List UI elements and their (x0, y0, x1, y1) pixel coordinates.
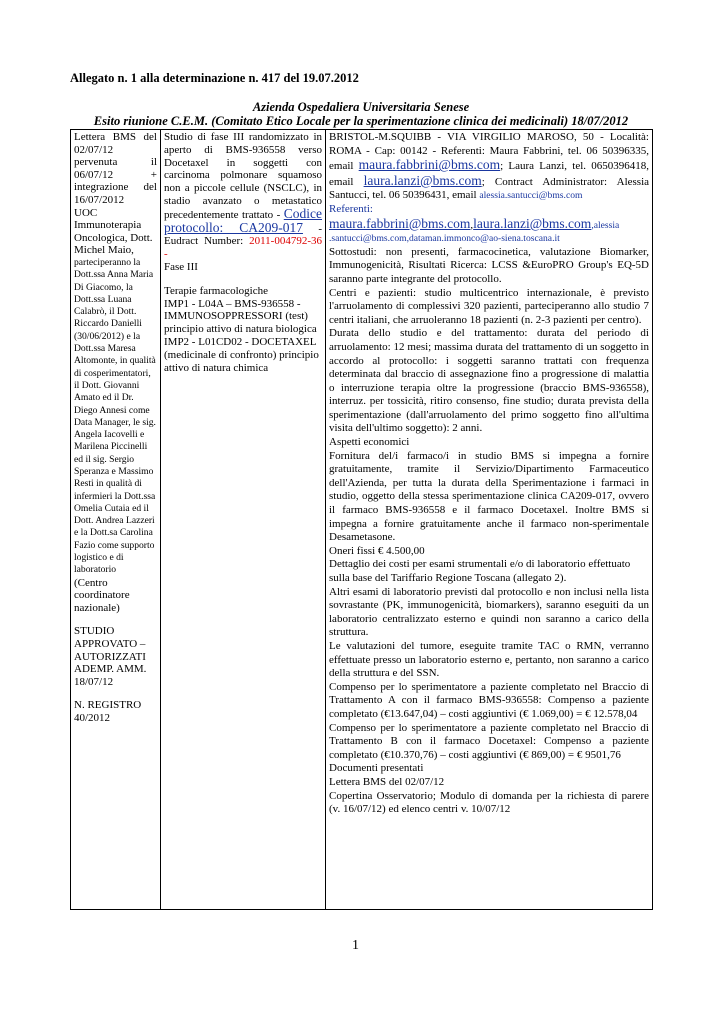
referenti-emails: maura.fabbrini@bms.com,laura.lanzi@bms.com,alessia .santucci@bms.com,dataman.immonco@ao-siena.toscana.it (329, 215, 620, 245)
meeting-title: Esito riunione C.E.M. (Comitato Etico Locale per la sperimentazione clinica dei medicinali) 18/07/2012 (93, 114, 629, 128)
email-link[interactable]: laura.lanzi@bms.com (363, 172, 482, 188)
compensation-arm-a: Compenso per lo sperimentatore a paziente completato nel Braccio di Trattamento A con il farmaco BMS-936558: Compenso a paziente completato (€13.647,04) – costi aggiuntivi (€ 1.069,00) = € 12.578,04 (329, 680, 649, 720)
eudract-label: - Eudract Number: (164, 222, 322, 248)
page-number: 1 (352, 938, 359, 953)
study-phase: Fase III (164, 260, 198, 273)
protocol-code-link[interactable]: Codice protocollo: CA209-017 (164, 205, 323, 235)
economic-text: Fornitura del/i farmaco/i in studio BMS si impegna a fornire gratuitamente, tramite il Servizio/Dipartimento Farmaceutico dell'Azienda, per tutta la durata della Sperimentazione i farmaci in studio, oggetto della stessa sperimentazione clinica CA209-017, ovvero il farmaco BMS-936558 e il farmaco Docetaxel. Inoltre BMS si impegna a fornire gratuitamente anche il farmaco non-sperimentale Desametasone. (329, 449, 649, 544)
study-table (70, 129, 653, 910)
document-letter: Lettera BMS del 02/07/12 (329, 775, 445, 788)
centres-text: Centri e pazienti: studio multicentrico internazionale, è previsto l'arruolamento di complessivi 320 pazienti, parteciperanno allo studio 7 centri italiani, che arruoleranno 18 pazienti (n. 2-3 pazienti per centro). (329, 286, 649, 326)
participants-text: parteciperanno la Dott.ssa Anna Maria Di Giacomo, la Dott.ssa Luana Calabrò, il Dott. Riccardo Danielli (30/06/2012) e la Dott.ssa Maresa Altomonte, in qualità di cosperimentatori, il Dott. Giovanni Amato ed il Dr. Diego Annesi come Data Manager, le sig. Angela Iacovelli e Marilena Piccinelli ed il sig. Sergio Speranza e Massimo Resti in qualità di infermieri la Dott.ssa Omelia Cutaia ed il Dott. Andrea Lazzeri e la Dott.sa Carolina Fazio come supporto logistico e di laboratorio (74, 256, 156, 576)
document-heading: Allegato n. 1 alla determinazione n. 417 del 19.07.2012 (70, 71, 359, 85)
therapies-title: Terapie farmacologiche (164, 284, 268, 297)
email-link[interactable]: maura.fabbrini@bms.com (358, 157, 501, 173)
duration-text: Durata dello studio e del trattamento: durata del periodo di arruolamento: 12 mesi; massima durata del trattamento di un soggetto in accordo al protocollo: i soggetti saranno trattati con frequenza determinata dal braccio di assegnazione fino a progressione di malattia o interruzione terapia oltre la progressione (braccio BMS-936558), interruz. per tossicità, ritiro consenso, fine studio; durata prevista della sperimentazione (dall'arruolamento del primo soggetto fino all'ultima visita dell'ultimo soggetto): 2 anni. (329, 327, 649, 435)
economic-title: Aspetti economici (329, 436, 410, 449)
details-cell (326, 130, 653, 910)
tumor-evaluation-text: Le valutazioni del tumore, eseguite tramite TAC o RMN, verranno effettuate presso un laboratorio esterno e, pertanto, non saranno a carico della struttura e del SSN. (329, 639, 649, 680)
imp2-text: IMP2 - L01CD02 - DOCETAXEL (medicinale di confronto) principio attivo di natura chimica (164, 335, 319, 374)
email-link[interactable]: alessia.santucci@bms.com (479, 190, 583, 202)
document-cover: Copertina Osservatorio; Modulo di domanda per la richiesta di parere (v. 16/07/12) ed elenco centri v. 10/07/12 (329, 789, 649, 816)
other-exams-text: Altri esami di laboratorio previsti dal protocollo e non inclusi nella lista sovrastante (PK, immunogenicità, biomarkers), saranno eseguiti da un laboratorio centralizzato esterno e quindi non saranno a carico della struttura. (329, 585, 649, 639)
compensation-arm-b: Compenso per lo sperimentatore a paziente completato nel Braccio di Trattamento B con il farmaco Docetaxel: Compenso a paziente completato (€10.370,76) – costi aggiuntivi (€ 869,00) = € 9501,76 (329, 721, 649, 761)
submission-cell (71, 130, 161, 910)
eudract-number: 2011-004792-36 (249, 235, 322, 248)
sponsor-info: BRISTOL-M.SQUIBB - VIA VIRGILIO MAROSO, 50 - Località: ROMA - Cap: 00142 - Referenti: Maura Fabbrini, tel. 06 50396335, email maura.fabbrini@bms.com; Laura Lanzi, tel. 0650396418, email laura.lanzi@bms.com; Contract Administrator: Alessia Santucci, tel. 06 50396431, email alessia.santucci@bms.com (329, 131, 650, 202)
hospital-title: Azienda Ospedaliera Universitaria Senese (252, 100, 470, 114)
study-cell (161, 130, 326, 910)
table-row (71, 130, 653, 910)
email-link[interactable]: maura.fabbrini@bms.com (329, 215, 471, 231)
coordinating-centre-text: (Centro coordinatore nazionale) (74, 576, 130, 614)
submission-text: Lettera BMS del 02/07/12 pervenuta il 06/07/12 + integrazione del 16/07/2012 (74, 131, 157, 206)
registry-number: N. REGISTRO 40/2012 (74, 699, 142, 724)
lab-costs-text: Dettaglio dei costi per esami strumentali e/o di laboratorio effettuato sulla base del Tariffario Regione Toscana (allegato 2). (329, 558, 631, 584)
email-link[interactable]: laura.lanzi@bms.com (473, 215, 592, 231)
substudies-text: Sottostudi: non presenti, farmacocinetica, valutazione Biomarker, Immunogenicità, Risultati Ricerca: LCSS &EuroPRO Group's EQ-5D saranno parte integrante del protocollo. (329, 245, 649, 285)
email-link[interactable]: ,alessia .santucci@bms.com,dataman.immonco@ao-siena.toscana.it (329, 219, 620, 245)
approval-status: STUDIO APPROVATO – AUTORIZZATI ADEMP. AMM. 18/07/12 (74, 625, 147, 688)
fixed-costs: Oneri fissi € 4.500,00 (329, 544, 425, 557)
imp1-text: IMP1 - L04A – BMS-936558 - IMMUNOSOPPRESSORI (test) principio attivo di natura biologica (164, 297, 317, 336)
documents-title: Documenti presentati (329, 762, 424, 775)
study-description: Studio di fase III randomizzato in aperto di BMS-936558 verso Docetaxel in soggetti con carcinoma polmonare squamoso non a piccole cellule (NSCLC), in stadio avanzato o metastatico precedentemente trattato - Codice protocollo: CA209-017 - Eudract Number: 2011-004792-36 - (164, 131, 323, 261)
uoc-text: UOC Immunoterapia Oncologica, Dott. Michel Maio, (74, 206, 153, 257)
referenti-label: Referenti: (329, 202, 373, 215)
